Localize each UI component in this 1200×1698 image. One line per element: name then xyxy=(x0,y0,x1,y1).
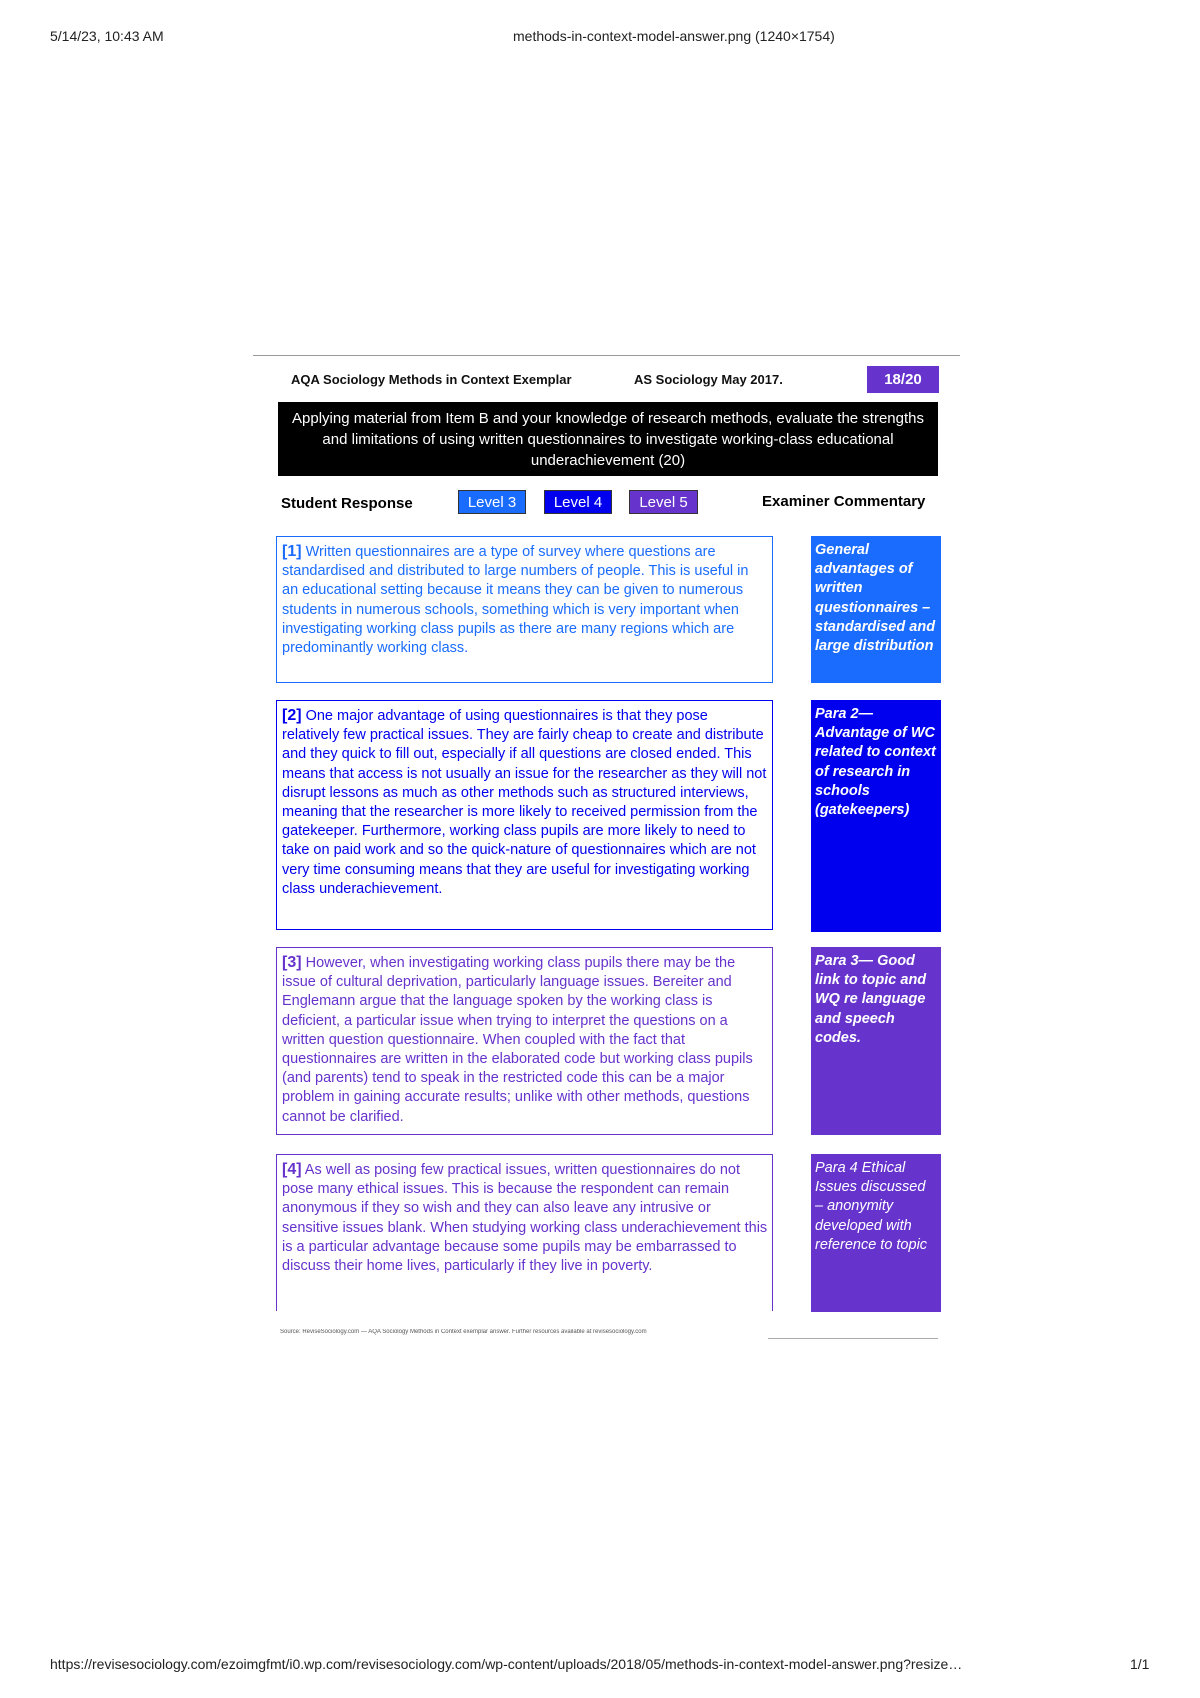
print-url: https://revisesociology.com/ezoimgfmt/i0.wp.com/revisesociology.com/wp-content/uploads/2018/05/methods-in-context-model-answer.png?resize… xyxy=(50,1656,963,1672)
paragraph-2 xyxy=(276,700,773,930)
commentary-3: Para 3— Good link to topic and WQ re language and speech codes. xyxy=(811,947,941,1135)
paragraph-number: [2] xyxy=(282,707,302,724)
level-5-badge: Level 5 xyxy=(629,490,698,514)
print-page-count: 1/1 xyxy=(1130,1656,1150,1672)
paragraph-number: [4] xyxy=(282,1161,302,1178)
examiner-commentary-label: Examiner Commentary xyxy=(762,493,926,510)
commentary-1: General advantages of written questionnaires – standardised and large distribution xyxy=(811,536,941,683)
paragraph-number: [3] xyxy=(282,954,302,971)
document-footnote: Source: ReviseSociology.com — AQA Sociology Methods in Context exemplar answer. Further resources available at revisesociology.com xyxy=(280,1329,647,1335)
paragraph-text: However, when investigating working class pupils there may be the issue of cultural deprivation, particularly language issues. Bereiter and Englemann argue that the language spoken by the working class is deficient, a particular issue when trying to interpret the questions on a written question questionnaire. When coupled with the fact that questionnaires are written in the elaborated code but working class pupils (and parents) tend to speak in the restricted code this can be a major problem in gaining accurate results; unlike with other methods, questions cannot be clarified. xyxy=(282,955,753,1125)
commentary-4: Para 4 Ethical Issues discussed – anonymity developed with reference to topic xyxy=(811,1154,941,1312)
question-box: Applying material from Item B and your knowledge of research methods, evaluate the strengths and limitations of using written questionnaires to investigate working-class educational underachievement (20) xyxy=(278,402,938,476)
exam-label: AS Sociology May 2017. xyxy=(634,372,783,387)
commentary-2: Para 2— Advantage of WC related to context of research in schools (gatekeepers) xyxy=(811,700,941,932)
paragraph-4 xyxy=(276,1154,773,1311)
student-response-label: Student Response xyxy=(281,495,413,512)
paragraph-3 xyxy=(276,947,773,1135)
level-4-badge: Level 4 xyxy=(544,490,612,514)
print-datetime: 5/14/23, 10:43 AM xyxy=(50,28,164,44)
paragraph-text: One major advantage of using questionnaires is that they pose relatively few practical issues. They are fairly cheap to create and distribute and they quick to fill out, especially if all questions are closed ended. This means that access is not usually an issue for the researcher as they will not disrupt lessons as much as other methods such as structured interviews, meaning that the researcher is more likely to received permission from the gatekeeper. Furthermore, working class pupils are more likely to need to take on paid work and so the quick-nature of questionnaires which are not very time consuming means that they are useful for investigating working class underachievement. xyxy=(282,708,767,897)
footer-divider xyxy=(768,1338,938,1339)
document-title: AQA Sociology Methods in Context Exemplar xyxy=(291,372,572,387)
paragraph-number: [1] xyxy=(282,543,302,560)
print-tab-title: methods-in-context-model-answer.png (1240×1754) xyxy=(513,28,835,44)
top-divider xyxy=(253,355,960,356)
paragraph-1 xyxy=(276,536,773,683)
score-badge: 18/20 xyxy=(867,366,939,393)
level-3-badge: Level 3 xyxy=(458,490,526,514)
paragraph-text: Written questionnaires are a type of survey where questions are standardised and distributed to large numbers of people. This is useful in an educational setting because it means they can be given to numerous students in numerous schools, something which is very important when investigating working class pupils as there are many regions which are predominantly working class. xyxy=(282,544,749,657)
paragraph-text: As well as posing few practical issues, written questionnaires do not pose many ethical issues. This is because the respondent can remain anonymous if they so wish and they can also leave any intrusive or sensitive issues blank. When studying working class underachievement this is a particular advantage because some pupils may be embarrassed to discuss their home lives, particularly if they live in poverty. xyxy=(282,1162,768,1275)
